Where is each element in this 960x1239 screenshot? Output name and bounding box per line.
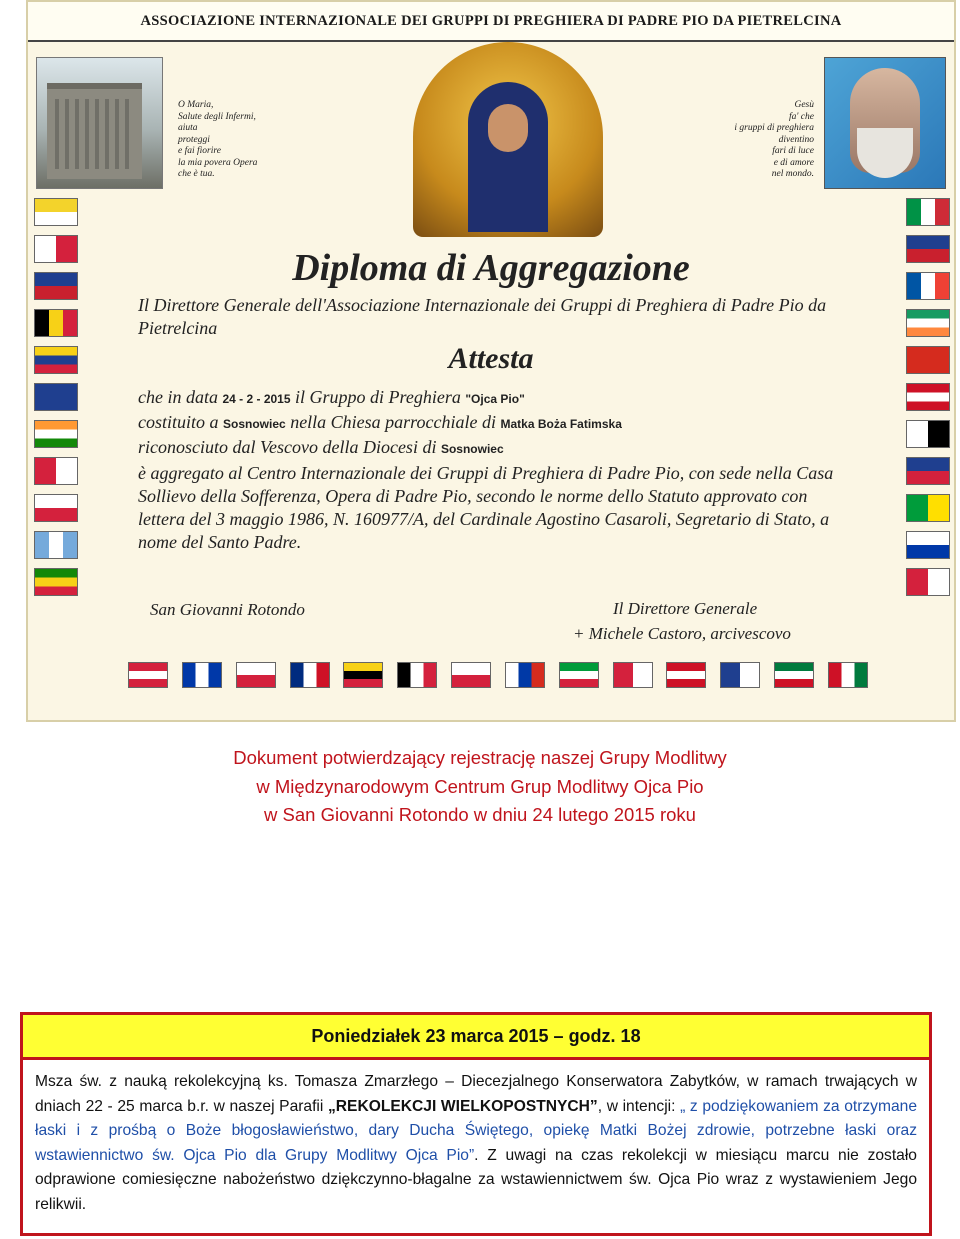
flag xyxy=(906,383,950,411)
caption-line: w San Giovanni Rotondo w dniu 24 lutego 2015 roku xyxy=(264,804,696,825)
diploma-attesta: Attesta xyxy=(448,342,534,375)
flag xyxy=(397,662,437,688)
diploma-date: 24 - 2 - 2015 xyxy=(222,392,291,406)
diploma-church: Matka Boża Fatimska xyxy=(500,417,622,432)
flags-bottom-row xyxy=(128,662,868,697)
director-signature: + Michele Castoro, arcivescovo xyxy=(573,624,791,643)
diploma-place: San Giovanni Rotondo xyxy=(150,600,305,619)
diploma-city: Sosnowiec xyxy=(223,417,286,432)
flag xyxy=(343,662,383,688)
flag xyxy=(666,662,706,688)
flag xyxy=(720,662,760,688)
announcement-body: Msza św. z nauką rekolekcyjną ks. Tomasza Zmarzłego – Diecezjalnego Konserwatora Zabytków, w ramach trwających w dniach 22 - 25 marca b.r. w naszej Parafii „REKOLEKCJI WIELKOPOSTNYCH”, w intencji: „ z podziękowaniem za otrzymane łaski i z prośbą o Boże błogosławieństwo, dary Ducha Świętego, opiekę Matki Bożej zdrowie, potrzebne łaski oraz wstawiennictwo św. Ojca Pio dla Grupy Modlitwy Ojca Pio”. Z uwagi na czas rekolekcji w miesiącu marcu nie zostało odprawione comiesięczne nabożeństwo dziękczynno-błagalne za wstawiennictwem św. Ojca Pio wraz z wystawieniem Jego relikwii. xyxy=(35,1073,917,1213)
flag xyxy=(828,662,868,688)
diploma-director: Il Direttore Generale xyxy=(613,599,758,618)
flag xyxy=(559,662,599,688)
caption xyxy=(0,744,960,830)
flag xyxy=(613,662,653,688)
flag xyxy=(128,662,168,688)
padre-pio-portrait xyxy=(824,57,946,189)
diploma-body: che in data 24 - 2 - 2015 il Gruppo di Preghiera "Ojca Pio" costituito a Sosnowiec nella Chiesa parrocchiale di Matka Boża Fatimska riconosciuto dal Vescovo della Diocesi di Sosnowiec è aggregato al Centro Internazionale dei Gruppi di Preghiera di Padre Pio, con sede nella Casa Sollievo della Sofferenza, Opera di Padre Pio, secondo le norme dello Statuto approvato con lettera del 3 maggio 1986, N. 160977/A, del Cardinale Agostino Casaroli, Segretario di Stato, a nome del Santo Padre. xyxy=(138,387,834,553)
flag xyxy=(505,662,545,688)
flag xyxy=(906,309,950,337)
caption-line: Dokument potwierdzający rejestrację naszej Grupy Modlitwy xyxy=(233,747,727,768)
caption-line: w Międzynarodowym Centrum Grup Modlitwy Ojca Pio xyxy=(256,775,704,797)
quote-right: Gesù fa' che i gruppi di preghiera diventino fari di luce e di amore nel mondo. xyxy=(734,100,814,179)
flag xyxy=(290,662,330,688)
flag xyxy=(34,383,78,411)
flag xyxy=(34,420,78,448)
flag xyxy=(34,494,78,522)
retreat-name: „REKOLEKCJI WIELKOPOSTNYCH” xyxy=(328,1097,598,1115)
diploma-diocese: Sosnowiec xyxy=(440,442,504,457)
flag xyxy=(236,662,276,688)
flag xyxy=(774,662,814,688)
flag xyxy=(906,457,950,485)
flag xyxy=(182,662,222,688)
flag xyxy=(906,198,950,226)
building-photo xyxy=(36,57,163,189)
diploma-image xyxy=(26,0,956,722)
diploma-title: Diploma di Aggregazione xyxy=(292,247,690,289)
flag xyxy=(906,420,950,448)
quote-left: O Maria, Salute degli Infermi, aiuta proteggi e fai fiorire la mia povera Opera che è tua. xyxy=(178,100,258,179)
flag xyxy=(906,531,950,559)
diploma-director-line: Il Direttore Generale dell'Associazione Internazionale dei Gruppi di Preghiera di Padre Pio da Pietrelcina xyxy=(138,295,827,338)
diploma-header xyxy=(28,2,954,42)
intention-text: „ z podziękowaniem za otrzymane łaski i z prośbą o Boże błogosławieństwo, dary Ducha Świętego, opiekę Matki Bożej zdrowie, potrzebne łaski oraz wstawiennictwo św. Ojca Pio dla Grupy Modlitwy Ojca Pio” xyxy=(35,1097,917,1164)
flag xyxy=(34,309,78,337)
announcement-box xyxy=(20,1012,932,1236)
flag xyxy=(451,662,491,688)
diploma-group: "Ojca Pio" xyxy=(465,392,525,406)
flag xyxy=(34,568,78,596)
flag xyxy=(906,494,950,522)
announcement-header: Poniedziałek 23 marca 2015 – godz. 18 xyxy=(23,1015,929,1060)
madonna-icon-image xyxy=(413,42,603,237)
flag xyxy=(906,568,950,596)
flag xyxy=(34,198,78,226)
flag xyxy=(34,531,78,559)
flag xyxy=(34,457,78,485)
diploma-header-text: ASSOCIAZIONE INTERNAZIONALE DEI GRUPPI DI PREGHIERA DI PADRE PIO DA PIETRELCINA xyxy=(140,13,842,29)
